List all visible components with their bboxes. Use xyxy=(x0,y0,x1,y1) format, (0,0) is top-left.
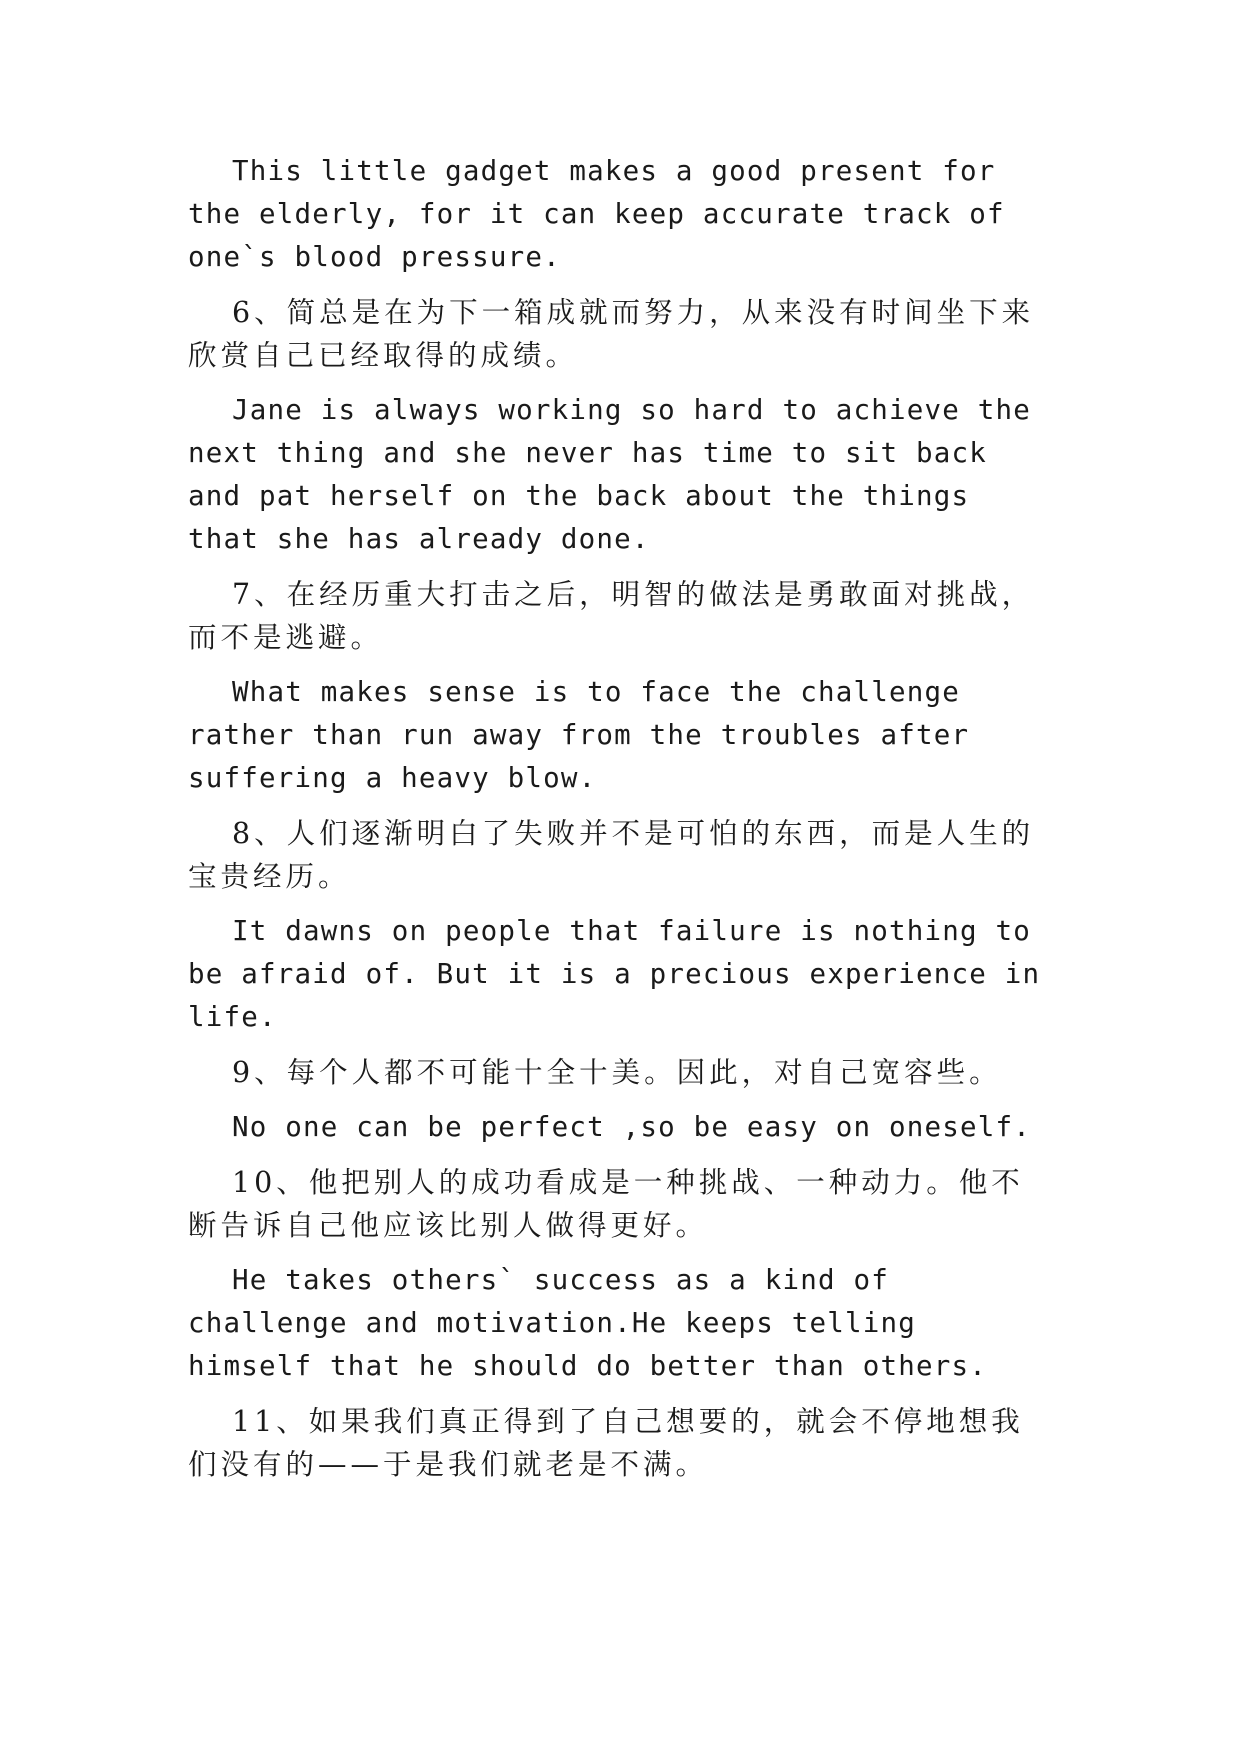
translation-paragraph: Jane is always working so hard to achieve the next thing and she never has time to sit back and pat herself on the back about the things that she has already done. xyxy=(188,394,1032,555)
numbered-sentence-11: 11、如果我们真正得到了自己想要的，就会不停地想我们没有的——于是我们就老是不满。 xyxy=(188,1405,1024,1481)
translation-paragraph: No one can be perfect ,so be easy on oneself. xyxy=(232,1111,1032,1143)
numbered-sentence-8: 8、人们逐渐明白了失败并不是可怕的东西，而是人生的宝贵经历。 xyxy=(188,817,1035,893)
translation-paragraph: This little gadget makes a good present for the elderly, for it can keep accurate track of one`s blood pressure. xyxy=(188,155,1005,273)
translation-paragraph: What makes sense is to face the challenge rather than run away from the troubles after suffering a heavy blow. xyxy=(188,676,970,794)
translation-paragraph: It dawns on people that failure is nothing to be afraid of. But it is a precious experience in life. xyxy=(188,915,1041,1033)
numbered-sentence-7: 7、在经历重大打击之后，明智的做法是勇敢面对挑战，而不是逃避。 xyxy=(188,578,1035,654)
translation-paragraph: He takes others` success as a kind of challenge and motivation.He keeps telling himself that he should do better than others. xyxy=(188,1264,988,1382)
numbered-sentence-9: 9、每个人都不可能十全十美。因此，对自己宽容些。 xyxy=(232,1056,1002,1089)
numbered-sentence-6: 6、简总是在为下一箱成就而努力，从来没有时间坐下来欣赏自己已经取得的成绩。 xyxy=(188,296,1035,372)
numbered-sentence-10: 10、他把别人的成功看成是一种挑战、一种动力。他不断告诉自己他应该比别人做得更好。 xyxy=(188,1166,1024,1242)
document-body xyxy=(188,150,1050,1498)
